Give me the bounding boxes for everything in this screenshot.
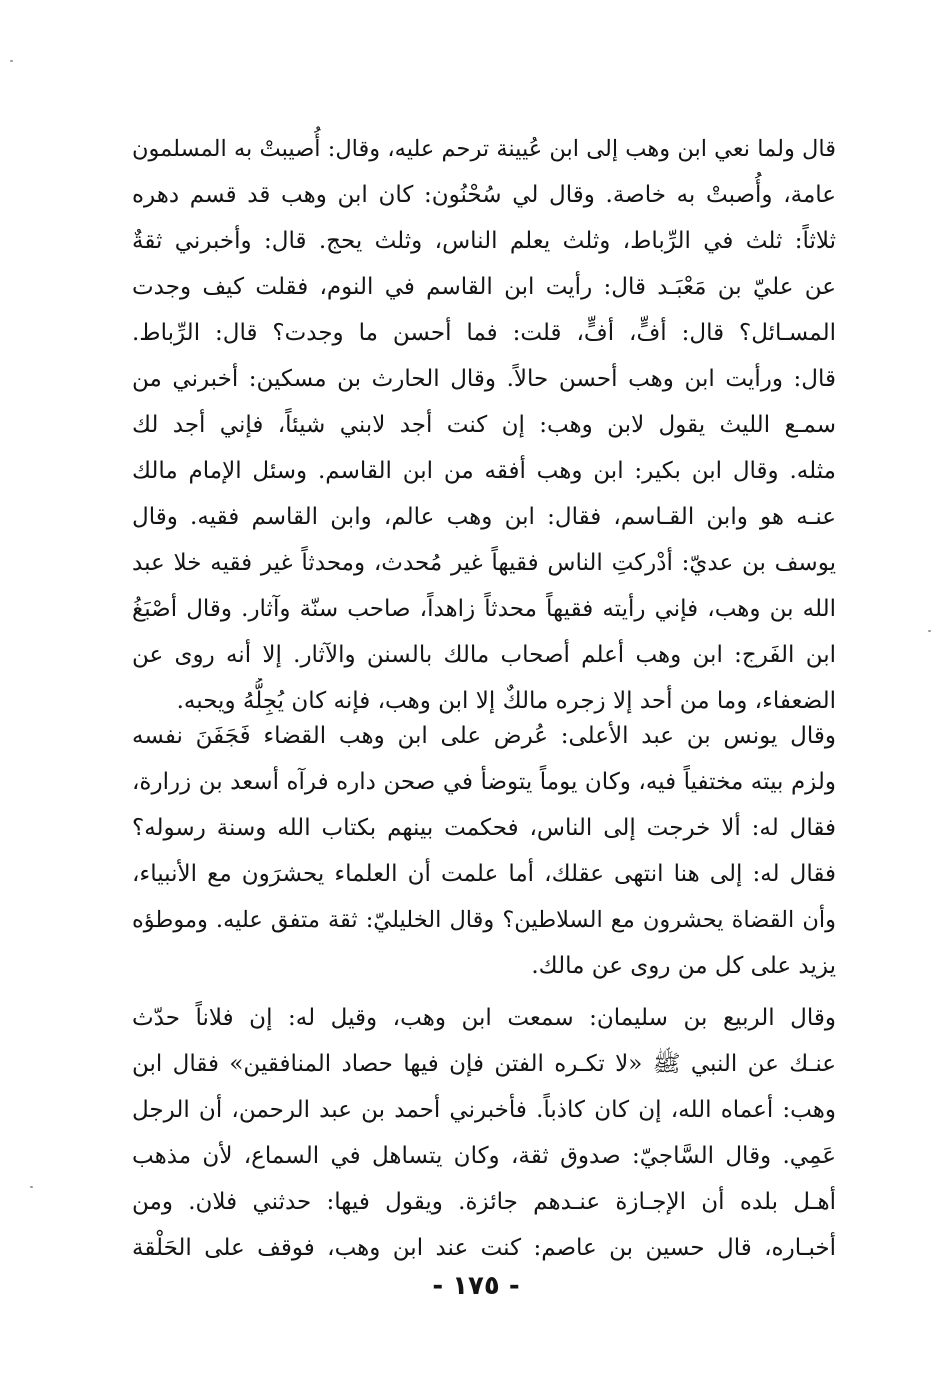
text-line: ولزم بيته مختفياً فيه، وكان يوماً يتوضأ في صحن داره فرآه أسعد بن زرارة، [132,769,836,795]
scan-speck [10,60,13,62]
text-line: مثله. وقال ابن بكير: ابن وهب أفقه من ابن القاسم. وسئل الإمام مالك [132,458,836,484]
scan-speck [928,630,931,632]
text-line: عنـه هو وابن القـاسم، فقال: ابن وهب عالم، وابن القاسم فقيه. وقال [132,504,836,530]
text-line: قال: ورأيت ابن وهب أحسن حالاً. وقال الحارث بن مسكين: أخبرني من [132,366,836,392]
text-line: وقال يونس بن عبد الأعلى: عُرض على ابن وهب القضاء فَجَفَنَ نفسه [132,723,836,749]
text-line: فقال له: إلى هنا انتهى عقلك، أما علمت أن العلماء يحشرَون مع الأنبياء، [132,861,836,887]
text-line: سمـع الليث يقول لابن وهب: إن كنت أجد لابني شيئاً، فإني أجد لك [132,412,836,438]
page-number: - ١٧٥ - [432,1271,520,1301]
text-line: الله بن وهب، فإني رأيته فقيهاً محدثاً زاهداً، صاحب سنّة وآثار. وقال أصْبَغُ [132,596,836,622]
scan-speck [30,1186,33,1188]
text-line: الضعفاء، وما من أحد إلا زجره مالكٌ إلا ابن وهب، فإنه كان يُجِلُّهُ ويحبه. [176,688,836,714]
text-line: فقال له: ألا خرجت إلى الناس، فحكمت بينهم بكتاب الله وسنة رسوله؟ [132,815,836,841]
text-line: أهـل بلده أن الإجـازة عنـدهم جائزة. ويقول فيها: حدثني فلان. ومن [132,1189,836,1215]
text-line: ابن الفَرج: ابن وهب أعلم أصحاب مالك بالسنن والآثار. إلا أنه روى عن [132,642,836,668]
text-line: يوسف بن عديّ: أدْركتِ الناس فقيهاً غير مُحدث، ومحدثاً غير فقيه خلا عبد [132,550,836,576]
text-line: عن عليّ بن مَعْبَـد قال: رأيت ابن القاسم في النوم، فقلت كيف وجدت [132,274,836,300]
text-line: عَمِي. وقال السَّاجيّ: صدوق ثقة، وكان يتساهل في السماع، لأن مذهب [132,1143,836,1169]
paragraph-3 [132,995,836,1271]
text-line: وأن القضاة يحشرون مع السلاطين؟ وقال الخليليّ: ثقة متفق عليه. وموطؤه [132,907,836,933]
text-line: أخبـاره، قال حسين بن عاصم: كنت عند ابن وهب، فوقف على الحَلْقة [132,1235,836,1261]
text-line: المسـائل؟ قال: أفٍّ، أفٍّ، قلت: فما أحسن ما وجدت؟ قال: الرِّباط. [132,320,836,346]
text-line: وقال الربيع بن سليمان: سمعت ابن وهب، وقيل له: إن فلاناً حدّث [132,1005,836,1031]
text-line: عامة، وأُصبتْ به خاصة. وقال لي سُحْنُون: كان ابن وهب قد قسم دهره [132,182,836,208]
text-line: عنـك عن النبي ﷺ «لا تكـره الفتن فإن فيها حصاد المنافقين» فقال ابن [132,1051,836,1077]
text-line: وهب: أعماه الله، إن كان كاذباً. فأخبرني أحمد بن عبد الرحمن، أن الرجل [132,1097,836,1123]
text-line: يزيد على كل من روى عن مالك. [531,953,836,979]
paragraph-1 [132,126,836,724]
paragraph-2 [132,713,836,989]
text-line: ثلاثاً: ثلث في الرِّباط، وثلث يعلم الناس، وثلث يحج. قال: وأخبرني ثقةٌ [132,228,836,254]
text-line: قال ولما نعي ابن وهب إلى ابن عُيينة ترحم عليه، وقال: أُصيبتْ به المسلمون [132,136,836,162]
